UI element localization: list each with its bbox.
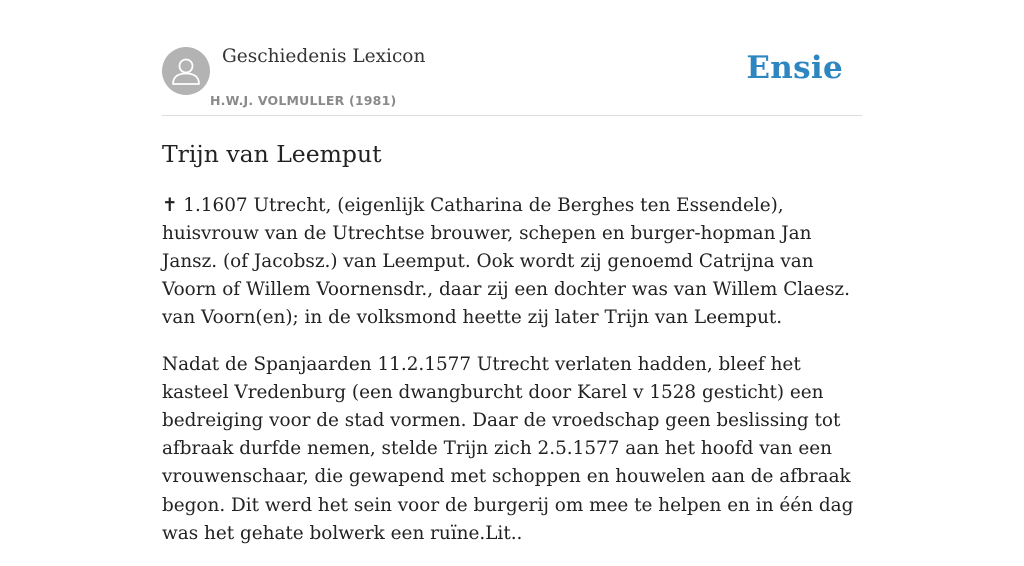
entry-title: Trijn van Leemput (162, 140, 382, 168)
entry-body (162, 192, 864, 566)
brand-logo[interactable]: Ensie (746, 50, 843, 86)
entry-paragraph: Nadat de Spanjaarden 11.2.1577 Utrecht verlaten hadden, bleef het kasteel Vredenburg (een dwangburcht door Karel v 1528 gesticht) een bedreiging voor de stad vormen. Daar de vroedschap geen beslissing tot afbraak durfde nemen, stelde Trijn zich 2.5.1577 aan het hoofd van een vrouwenschaar, die gewapend met schoppen en houwelen aan de afbraak begon. Dit werd het sein voor de burgerij om mee te helpen en in één dag was het gehate bolwerk een ruïne.Lit.. (162, 354, 854, 544)
avatar (162, 47, 210, 95)
source-title[interactable]: Geschiedenis Lexicon (222, 46, 426, 67)
source-header (162, 0, 862, 116)
page (162, 0, 862, 544)
entry-paragraph: ✝ 1.1607 Utrecht, (eigenlijk Catharina de Berghes ten Essendele), huisvrouw van de Utrechtse brouwer, schepen en burger-hopman Jan Jansz. (of Jacobsz.) van Leemput. Ook wordt zij genoemd Catrijna van Voorn of Willem Voornensdr., daar zij een dochter was van Willem Claesz. van Voorn(en); in de volksmond heette zij later Trijn van Leemput. (162, 195, 850, 329)
source-author[interactable]: H.W.J. VOLMULLER (1981) (210, 93, 397, 108)
user-silhouette-icon (162, 47, 210, 95)
